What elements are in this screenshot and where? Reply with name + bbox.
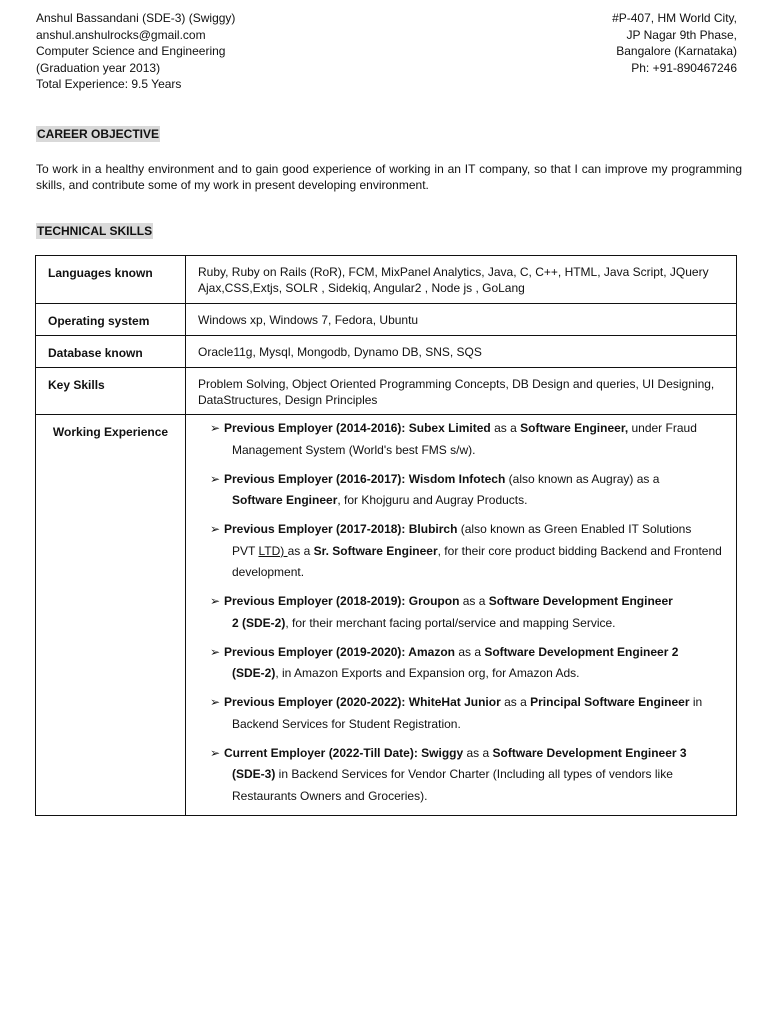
- skills-row-label: Operating system: [36, 304, 186, 336]
- total-experience: Total Experience: 9.5 Years: [36, 77, 182, 91]
- career-objective-heading: CAREER OBJECTIVE: [37, 127, 160, 141]
- arrow-bullet-icon: ➢: [210, 421, 221, 435]
- arrow-bullet-icon: ➢: [210, 745, 221, 760]
- skills-row-value: Windows xp, Windows 7, Fedora, Ubuntu: [186, 304, 737, 336]
- arrow-bullet-icon: ➢: [210, 594, 221, 608]
- arrow-bullet-icon: ➢: [210, 471, 221, 486]
- experience-item: ➢ Current Employer (2022-Till Date): Swiggy as a Software Development Engineer 3 (SDE-3) in Backend Services for Vendor Charter (Including all types of vendors like Restaurants Owners and Groceries).: [192, 743, 728, 808]
- skills-row-experience: [36, 415, 737, 816]
- skills-row-value: Ruby, Ruby on Rails (RoR), FCM, MixPanel Analytics, Java, C, C++, HTML, Java Script, JQuery Ajax,CSS,Extjs, SOLR , Sidekiq, Angular2 , Node js , GoLang: [186, 256, 737, 304]
- working-experience-value: [186, 415, 737, 816]
- technical-skills-table: [35, 255, 737, 816]
- working-experience-label: Working Experience: [36, 415, 186, 816]
- arrow-bullet-icon: ➢: [210, 695, 221, 709]
- arrow-bullet-icon: ➢: [210, 522, 221, 536]
- career-objective-text: To work in a healthy environment and to gain good experience of working in an IT company, so that I can improve my programming skills, and contribute some of my work in present developing environment.: [36, 162, 742, 192]
- address-line-2: JP Nagar 9th Phase,: [626, 27, 737, 42]
- skills-row-label: Languages known: [36, 256, 186, 304]
- experience-item: ➢ Previous Employer (2016-2017): Wisdom Infotech (also known as Augray) as a Software Engineer, for Khojguru and Augray Products.: [192, 469, 728, 512]
- skills-row-label: Key Skills: [36, 368, 186, 415]
- skills-row-key-skills: [36, 368, 737, 415]
- skills-row-languages: [36, 256, 737, 304]
- phone: Ph: +91-890467246: [631, 60, 737, 75]
- contact-block-right: [612, 10, 737, 76]
- skills-row-value: Problem Solving, Object Oriented Programming Concepts, DB Design and queries, UI Designing, DataStructures, Design Principles: [186, 368, 737, 415]
- skills-row-value: Oracle11g, Mysql, Mongodb, Dynamo DB, SNS, SQS: [186, 336, 737, 368]
- email: anshul.anshulrocks@gmail.com: [36, 27, 206, 42]
- candidate-name: Anshul Bassandani (SDE-3) (Swiggy): [36, 11, 236, 25]
- experience-item: ➢ Previous Employer (2018-2019): Groupon as a Software Development Engineer 2 (SDE-2), for their merchant facing portal/service and mapping Service.: [192, 591, 728, 634]
- experience-list: [194, 418, 728, 807]
- experience-item: ➢ Previous Employer (2019-2020): Amazon as a Software Development Engineer 2 (SDE-2), in Amazon Exports and Expansion org, for Amazon Ads.: [192, 642, 728, 685]
- experience-item: ➢ Previous Employer (2020-2022): WhiteHat Junior as a Principal Software Engineer in Backend Services for Student Registration.: [192, 692, 728, 735]
- address-line-3: Bangalore (Karnataka): [616, 44, 737, 58]
- arrow-bullet-icon: ➢: [210, 644, 221, 659]
- experience-item: ➢ Previous Employer (2014-2016): Subex Limited as a Software Engineer, under Fraud Management System (World's best FMS s/w).: [192, 418, 728, 461]
- contact-block-left: [36, 10, 235, 93]
- address-line-1: #P-407, HM World City,: [612, 11, 737, 25]
- technical-skills-heading: TECHNICAL SKILLS: [37, 224, 153, 238]
- skills-row-database: [36, 336, 737, 368]
- skills-row-label: Database known: [36, 336, 186, 368]
- experience-item: ➢ Previous Employer (2017-2018): Blubirch (also known as Green Enabled IT Solutions PVT LTD) as a Sr. Software Engineer, for their core product bidding Backend and Frontend development.: [192, 519, 728, 584]
- graduation-year: (Graduation year 2013): [36, 60, 161, 75]
- degree: Computer Science and Engineering: [36, 44, 226, 58]
- skills-row-os: [36, 304, 737, 336]
